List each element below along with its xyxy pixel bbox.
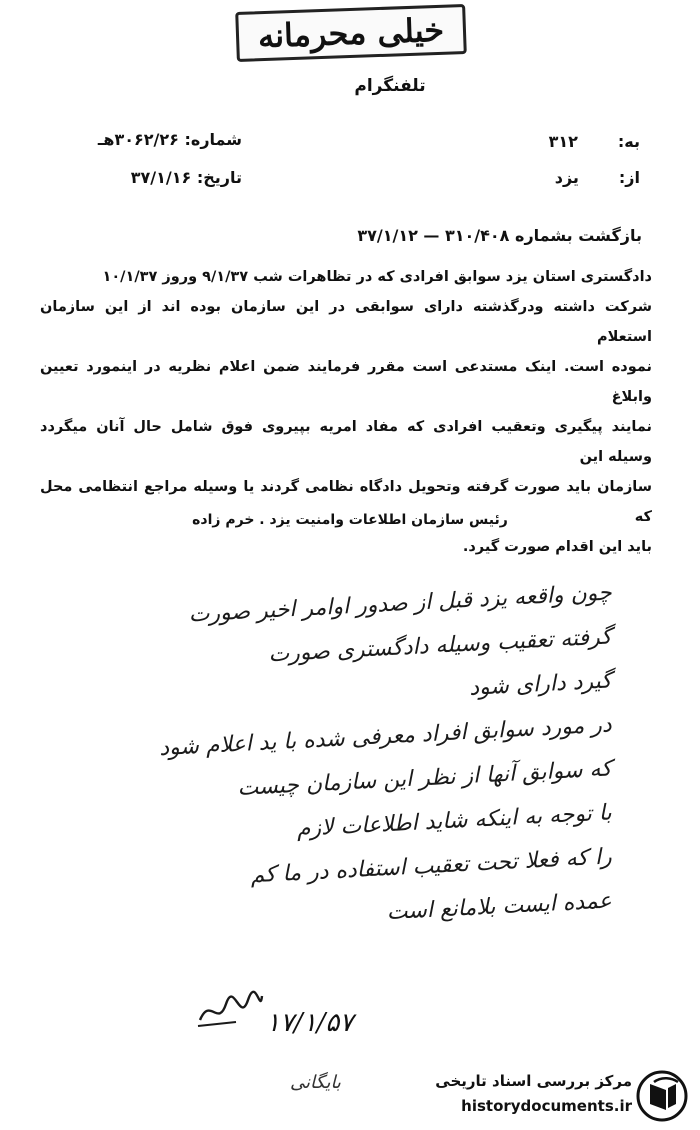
number-value: ۳۰۶۲/۲۶هـ — [97, 130, 179, 149]
stamp-title: خیلی محرمانه — [257, 10, 445, 56]
handwritten-note — [92, 580, 613, 937]
to-value: ۳۱۲ — [548, 132, 578, 151]
sender-line — [555, 168, 640, 187]
form-type: تلفنگرام — [354, 76, 426, 96]
handwritten-signature — [196, 990, 266, 1030]
handwritten-line: گیرد دارای شود — [468, 668, 613, 701]
number-label: شماره: — [184, 130, 242, 149]
body-line: سازمان باید صورت گرفته وتحویل دادگاه نظامی گردند یا وسیله مراجع انتظامی محل که — [40, 479, 652, 525]
from-value: یزد — [554, 168, 579, 187]
handwritten-line: عمده ایست بلامانع است — [386, 888, 613, 926]
date-label: تاریخ: — [196, 168, 242, 187]
date-value: ۳۷/۱/۱۶ — [130, 168, 192, 187]
watermark — [418, 1066, 694, 1124]
handwritten-line: را که فعلا تحت تعقیب استفاده در ما کم — [249, 844, 613, 889]
number-line — [98, 130, 242, 149]
date-line — [131, 168, 242, 187]
watermark-org-name: مرکز بررسی اسناد تاریخی — [435, 1072, 632, 1090]
handwritten-archive-note: بایگانی — [290, 1072, 341, 1093]
body-line: نموده است. اینک مستدعی است مقرر فرمایند ضمن اعلام نظریه در اینمورد تعیین وابلاغ — [40, 359, 652, 405]
reference-line: بازگشت بشماره ۳۱۰/۴۰۸ — ۳۷/۱/۱۲ — [357, 226, 642, 245]
from-label: از: — [618, 168, 640, 187]
handwritten-line: با توجه به اینکه شاید اطلاعات لازم — [296, 800, 613, 842]
body-line: شرکت داشته ودرگذشته دارای سوابقی در این سازمان بوده اند از این سازمان استعلام — [40, 299, 652, 345]
to-label: به: — [617, 132, 640, 151]
archive-logo-icon — [636, 1070, 688, 1122]
handwritten-line: که سوابق آنها از نظر این سازمان چیست — [236, 756, 613, 801]
body-line: باید این اقدام صورت گیرد. — [462, 539, 652, 555]
handwritten-line: گرفته تعقیب وسیله دادگستری صورت — [267, 624, 613, 668]
classification-stamp — [235, 4, 467, 62]
handwritten-line: چون واقعه یزد قبل از صدور اوامر اخیر صورت — [188, 580, 613, 628]
watermark-site: historydocuments.ir — [461, 1097, 632, 1115]
body-line: نمایند پیگیری وتعقیب افرادی که مفاد امریه بپیروی فوق شامل حال آنان میگردد وسیله این — [40, 419, 652, 465]
body-line: دادگستری استان یزد سوابق افرادی که در تظاهرات شب ۹/۱/۳۷ وروز ۱۰/۱/۳۷ — [102, 269, 652, 285]
handwritten-date: ۱۷/۱/۵۷ — [266, 1008, 354, 1038]
recipient-line — [549, 132, 640, 151]
handwritten-line: در مورد سوابق افراد معرفی شده با ید اعلام شود — [158, 712, 613, 762]
signer-line: رئیس سازمان اطلاعات وامنیت یزد . خرم زاده — [192, 512, 508, 528]
